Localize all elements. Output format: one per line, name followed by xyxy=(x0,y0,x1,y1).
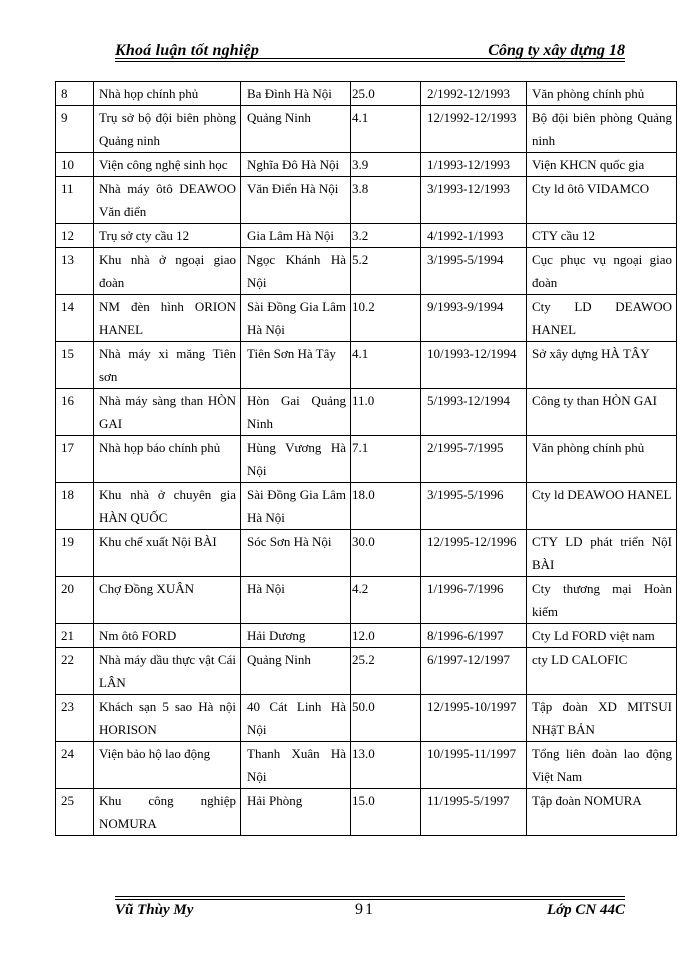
cell-value: 11.0 xyxy=(351,389,421,436)
cell-location: Nghĩa Đô Hà Nội xyxy=(241,153,351,177)
cell-number: 18 xyxy=(56,483,94,530)
table-row xyxy=(56,248,677,295)
cell-owner: cty LD CALOFIC xyxy=(527,648,677,695)
cell-value: 4.2 xyxy=(351,577,421,624)
table-row xyxy=(56,177,677,224)
cell-owner: Tổng liên đoàn lao động Việt Nam xyxy=(527,742,677,789)
cell-owner: Văn phòng chính phủ xyxy=(527,436,677,483)
cell-owner: CTY LD phát triển NộI BÀI xyxy=(527,530,677,577)
table-row xyxy=(56,224,677,248)
cell-number: 14 xyxy=(56,295,94,342)
cell-project: Nhà máy ôtô DEAWOO Văn điển xyxy=(94,177,241,224)
cell-period: 3/1993-12/1993 xyxy=(421,177,527,224)
cell-project: Chợ Đồng XUÂN xyxy=(94,577,241,624)
cell-location: Sài Đồng Gia Lâm Hà Nội xyxy=(241,295,351,342)
cell-location: Sóc Sơn Hà Nội xyxy=(241,530,351,577)
cell-value: 7.1 xyxy=(351,436,421,483)
cell-project: Khu công nghiệp NOMURA xyxy=(94,789,241,836)
cell-value: 25.0 xyxy=(351,82,421,106)
cell-project: Khu nhà ở ngoại giao đoàn xyxy=(94,248,241,295)
cell-owner: Sở xây dựng HÀ TÂY xyxy=(527,342,677,389)
cell-owner: Văn phòng chính phủ xyxy=(527,82,677,106)
cell-project: Trụ sở cty cầu 12 xyxy=(94,224,241,248)
cell-period: 12/1995-12/1996 xyxy=(421,530,527,577)
cell-number: 16 xyxy=(56,389,94,436)
header-rule xyxy=(115,58,625,59)
cell-period: 2/1992-12/1993 xyxy=(421,82,527,106)
cell-project: Khu chế xuất Nội BÀI xyxy=(94,530,241,577)
footer-rule xyxy=(115,899,625,900)
cell-period: 2/1995-7/1995 xyxy=(421,436,527,483)
cell-value: 12.0 xyxy=(351,624,421,648)
cell-project: Nhà máy xi măng Tiên sơn xyxy=(94,342,241,389)
table-row xyxy=(56,695,677,742)
cell-location: Hòn Gai Quảng Ninh xyxy=(241,389,351,436)
footer-rule xyxy=(115,896,625,897)
cell-number: 10 xyxy=(56,153,94,177)
cell-number: 22 xyxy=(56,648,94,695)
table-row xyxy=(56,389,677,436)
cell-owner: Cty thương mại Hoàn kiếm xyxy=(527,577,677,624)
cell-number: 8 xyxy=(56,82,94,106)
cell-owner: Bộ đội biên phòng Quảng ninh xyxy=(527,106,677,153)
cell-value: 50.0 xyxy=(351,695,421,742)
cell-location: Quảng Ninh xyxy=(241,648,351,695)
cell-location: Ba Đình Hà Nội xyxy=(241,82,351,106)
footer-class-name: Lớp CN 44C xyxy=(546,902,625,918)
cell-location: Hùng Vương Hà Nội xyxy=(241,436,351,483)
cell-period: 12/1995-10/1997 xyxy=(421,695,527,742)
cell-project: Viện công nghệ sinh học xyxy=(94,153,241,177)
cell-number: 13 xyxy=(56,248,94,295)
cell-period: 8/1996-6/1997 xyxy=(421,624,527,648)
header-rule xyxy=(115,61,625,62)
cell-period: 10/1993-12/1994 xyxy=(421,342,527,389)
cell-period: 12/1992-12/1993 xyxy=(421,106,527,153)
cell-period: 6/1997-12/1997 xyxy=(421,648,527,695)
table-row xyxy=(56,436,677,483)
page-footer xyxy=(115,896,625,926)
cell-location: 40 Cát Linh Hà Nội xyxy=(241,695,351,742)
footer-page-number: 91 xyxy=(355,901,375,918)
cell-owner: Cục phục vụ ngoại giao đoàn xyxy=(527,248,677,295)
table-row xyxy=(56,789,677,836)
cell-owner: Tập đoàn XD MITSUI NHậT BẢN xyxy=(527,695,677,742)
footer-author-name: Vũ Thùy My xyxy=(115,902,194,918)
cell-project: Nhà họp chính phủ xyxy=(94,82,241,106)
table-row xyxy=(56,342,677,389)
cell-value: 4.1 xyxy=(351,106,421,153)
cell-value: 10.2 xyxy=(351,295,421,342)
cell-project: Khu nhà ở chuyên gia HÀN QUỐC xyxy=(94,483,241,530)
cell-location: Hải Dương xyxy=(241,624,351,648)
cell-value: 13.0 xyxy=(351,742,421,789)
cell-number: 15 xyxy=(56,342,94,389)
cell-value: 3.8 xyxy=(351,177,421,224)
cell-project: Nm ôtô FORD xyxy=(94,624,241,648)
cell-value: 4.1 xyxy=(351,342,421,389)
cell-project: Trụ sở bộ đội biên phòng Quảng ninh xyxy=(94,106,241,153)
cell-period: 3/1995-5/1996 xyxy=(421,483,527,530)
cell-project: Viện bảo hộ lao động xyxy=(94,742,241,789)
table-row xyxy=(56,530,677,577)
table-row xyxy=(56,295,677,342)
cell-value: 3.2 xyxy=(351,224,421,248)
cell-owner: Cty Ld FORD việt nam xyxy=(527,624,677,648)
cell-location: Thanh Xuân Hà Nội xyxy=(241,742,351,789)
table-row xyxy=(56,624,677,648)
cell-project: Nhà họp báo chính phủ xyxy=(94,436,241,483)
cell-period: 11/1995-5/1997 xyxy=(421,789,527,836)
cell-number: 21 xyxy=(56,624,94,648)
cell-value: 25.2 xyxy=(351,648,421,695)
cell-value: 3.9 xyxy=(351,153,421,177)
table-row xyxy=(56,577,677,624)
cell-location: Quảng Ninh xyxy=(241,106,351,153)
cell-project: Nhà máy sàng than HÒN GAI xyxy=(94,389,241,436)
cell-owner: Viện KHCN quốc gia xyxy=(527,153,677,177)
cell-period: 1/1996-7/1996 xyxy=(421,577,527,624)
cell-period: 9/1993-9/1994 xyxy=(421,295,527,342)
cell-number: 23 xyxy=(56,695,94,742)
cell-owner: Cty ld ôtô VIDAMCO xyxy=(527,177,677,224)
cell-project: Khách sạn 5 sao Hà nội HORISON xyxy=(94,695,241,742)
table-row xyxy=(56,648,677,695)
page-header xyxy=(115,42,625,64)
cell-period: 5/1993-12/1994 xyxy=(421,389,527,436)
cell-location: Hải Phòng xyxy=(241,789,351,836)
cell-value: 30.0 xyxy=(351,530,421,577)
cell-location: Sài Đồng Gia Lâm Hà Nội xyxy=(241,483,351,530)
table-row xyxy=(56,153,677,177)
cell-period: 4/1992-1/1993 xyxy=(421,224,527,248)
table-row xyxy=(56,483,677,530)
cell-number: 17 xyxy=(56,436,94,483)
header-company-name: Công ty xây dựng 18 xyxy=(488,42,625,59)
cell-location: Ngọc Khánh Hà Nội xyxy=(241,248,351,295)
cell-number: 19 xyxy=(56,530,94,577)
cell-period: 3/1995-5/1994 xyxy=(421,248,527,295)
cell-value: 18.0 xyxy=(351,483,421,530)
cell-location: Tiên Sơn Hà Tây xyxy=(241,342,351,389)
cell-number: 24 xyxy=(56,742,94,789)
cell-value: 5.2 xyxy=(351,248,421,295)
cell-number: 12 xyxy=(56,224,94,248)
cell-period: 1/1993-12/1993 xyxy=(421,153,527,177)
cell-project: NM đèn hình ORION HANEL xyxy=(94,295,241,342)
table-row xyxy=(56,742,677,789)
table-row xyxy=(56,106,677,153)
cell-value: 15.0 xyxy=(351,789,421,836)
cell-number: 25 xyxy=(56,789,94,836)
projects-table xyxy=(55,81,677,836)
cell-project: Nhà máy dầu thực vật Cái LÂN xyxy=(94,648,241,695)
cell-owner: Tập đoàn NOMURA xyxy=(527,789,677,836)
cell-location: Văn Điển Hà Nội xyxy=(241,177,351,224)
header-thesis-title: Khoá luận tốt nghiệp xyxy=(115,42,260,59)
cell-owner: Công ty than HÒN GAI xyxy=(527,389,677,436)
cell-owner: Cty LD DEAWOO HANEL xyxy=(527,295,677,342)
cell-number: 9 xyxy=(56,106,94,153)
cell-period: 10/1995-11/1997 xyxy=(421,742,527,789)
cell-owner: CTY cầu 12 xyxy=(527,224,677,248)
cell-location: Gia Lâm Hà Nội xyxy=(241,224,351,248)
cell-number: 20 xyxy=(56,577,94,624)
cell-location: Hà Nội xyxy=(241,577,351,624)
cell-owner: Cty ld DEAWOO HANEL xyxy=(527,483,677,530)
cell-number: 11 xyxy=(56,177,94,224)
table-row xyxy=(56,82,677,106)
